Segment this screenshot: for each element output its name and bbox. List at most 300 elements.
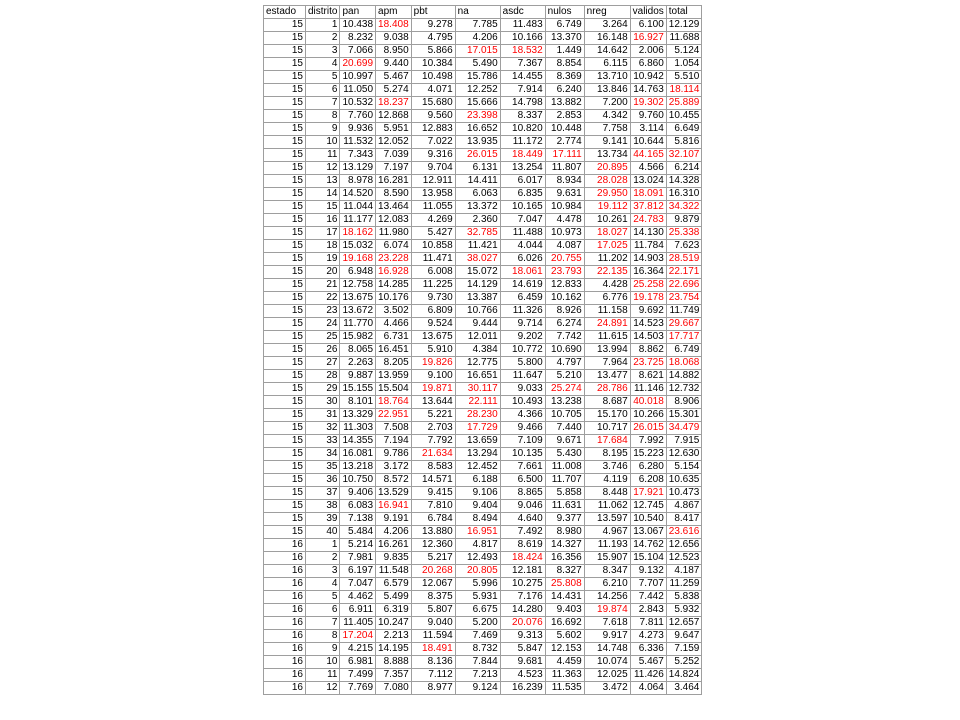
cell-distrito[interactable]: 34 (306, 448, 340, 461)
cell-apm[interactable]: 2.213 (376, 630, 412, 643)
cell-estado[interactable]: 15 (264, 357, 306, 370)
cell-estado[interactable]: 15 (264, 58, 306, 71)
cell-nulos[interactable]: 5.858 (545, 487, 584, 500)
cell-pan[interactable]: 5.214 (340, 539, 376, 552)
cell-na[interactable]: 10.766 (455, 305, 500, 318)
cell-na[interactable]: 8.494 (455, 513, 500, 526)
cell-nreg[interactable]: 28.028 (584, 175, 630, 188)
cell-estado[interactable]: 15 (264, 188, 306, 201)
cell-distrito[interactable]: 35 (306, 461, 340, 474)
cell-apm[interactable]: 3.502 (376, 305, 412, 318)
cell-pan[interactable]: 20.699 (340, 58, 376, 71)
cell-pbt[interactable]: 8.375 (411, 591, 455, 604)
cell-pbt[interactable]: 11.471 (411, 253, 455, 266)
cell-nreg[interactable]: 7.964 (584, 357, 630, 370)
cell-estado[interactable]: 15 (264, 266, 306, 279)
cell-na[interactable]: 4.206 (455, 32, 500, 45)
cell-nreg[interactable]: 14.642 (584, 45, 630, 58)
cell-na[interactable]: 5.996 (455, 578, 500, 591)
cell-total[interactable]: 5.252 (666, 656, 702, 669)
cell-estado[interactable]: 15 (264, 435, 306, 448)
cell-na[interactable]: 16.651 (455, 370, 500, 383)
column-header-estado[interactable]: estado (264, 6, 306, 19)
cell-apm[interactable]: 12.868 (376, 110, 412, 123)
cell-validos[interactable]: 7.992 (630, 435, 666, 448)
cell-apm[interactable]: 12.083 (376, 214, 412, 227)
cell-pbt[interactable]: 19.826 (411, 357, 455, 370)
cell-validos[interactable]: 14.903 (630, 253, 666, 266)
cell-estado[interactable]: 16 (264, 656, 306, 669)
cell-pan[interactable]: 6.981 (340, 656, 376, 669)
cell-total[interactable]: 3.464 (666, 682, 702, 695)
cell-validos[interactable]: 14.523 (630, 318, 666, 331)
cell-distrito[interactable]: 8 (306, 110, 340, 123)
cell-nreg[interactable]: 28.786 (584, 383, 630, 396)
cell-estado[interactable]: 15 (264, 240, 306, 253)
cell-nulos[interactable]: 17.111 (545, 149, 584, 162)
cell-nreg[interactable]: 10.074 (584, 656, 630, 669)
cell-nulos[interactable]: 2.853 (545, 110, 584, 123)
cell-apm[interactable]: 12.052 (376, 136, 412, 149)
cell-validos[interactable]: 26.015 (630, 422, 666, 435)
cell-na[interactable]: 9.124 (455, 682, 500, 695)
cell-distrito[interactable]: 12 (306, 162, 340, 175)
column-header-validos[interactable]: validos (630, 6, 666, 19)
cell-nulos[interactable]: 23.793 (545, 266, 584, 279)
cell-pbt[interactable]: 12.883 (411, 123, 455, 136)
cell-nreg[interactable]: 11.062 (584, 500, 630, 513)
cell-pan[interactable]: 13.329 (340, 409, 376, 422)
cell-apm[interactable]: 22.951 (376, 409, 412, 422)
cell-validos[interactable]: 2.006 (630, 45, 666, 58)
cell-nreg[interactable]: 15.907 (584, 552, 630, 565)
cell-distrito[interactable]: 7 (306, 97, 340, 110)
cell-apm[interactable]: 5.467 (376, 71, 412, 84)
cell-na[interactable]: 12.011 (455, 331, 500, 344)
cell-apm[interactable]: 11.980 (376, 227, 412, 240)
cell-na[interactable]: 14.129 (455, 279, 500, 292)
cell-apm[interactable]: 9.440 (376, 58, 412, 71)
cell-pbt[interactable]: 12.067 (411, 578, 455, 591)
cell-pbt[interactable]: 9.560 (411, 110, 455, 123)
cell-distrito[interactable]: 32 (306, 422, 340, 435)
cell-asdc[interactable]: 11.483 (500, 19, 545, 32)
cell-nreg[interactable]: 8.347 (584, 565, 630, 578)
cell-nreg[interactable]: 19.112 (584, 201, 630, 214)
cell-nulos[interactable]: 16.692 (545, 617, 584, 630)
cell-distrito[interactable]: 12 (306, 682, 340, 695)
cell-pan[interactable]: 11.050 (340, 84, 376, 97)
cell-distrito[interactable]: 6 (306, 84, 340, 97)
cell-pan[interactable]: 13.675 (340, 292, 376, 305)
cell-na[interactable]: 12.775 (455, 357, 500, 370)
cell-nreg[interactable]: 12.025 (584, 669, 630, 682)
cell-validos[interactable]: 8.862 (630, 344, 666, 357)
cell-distrito[interactable]: 3 (306, 45, 340, 58)
cell-pbt[interactable]: 8.583 (411, 461, 455, 474)
cell-apm[interactable]: 8.590 (376, 188, 412, 201)
cell-asdc[interactable]: 9.714 (500, 318, 545, 331)
cell-nulos[interactable]: 10.162 (545, 292, 584, 305)
cell-total[interactable]: 11.749 (666, 305, 702, 318)
cell-apm[interactable]: 10.176 (376, 292, 412, 305)
cell-validos[interactable]: 19.178 (630, 292, 666, 305)
cell-na[interactable]: 13.294 (455, 448, 500, 461)
cell-pbt[interactable]: 10.498 (411, 71, 455, 84)
cell-apm[interactable]: 23.228 (376, 253, 412, 266)
column-header-pbt[interactable]: pbt (411, 6, 455, 19)
cell-distrito[interactable]: 15 (306, 201, 340, 214)
cell-na[interactable]: 13.659 (455, 435, 500, 448)
cell-validos[interactable]: 25.258 (630, 279, 666, 292)
cell-asdc[interactable]: 10.165 (500, 201, 545, 214)
cell-nulos[interactable]: 6.240 (545, 84, 584, 97)
cell-pbt[interactable]: 5.427 (411, 227, 455, 240)
cell-estado[interactable]: 15 (264, 487, 306, 500)
cell-pbt[interactable]: 9.316 (411, 149, 455, 162)
cell-pbt[interactable]: 11.594 (411, 630, 455, 643)
cell-estado[interactable]: 15 (264, 292, 306, 305)
cell-nreg[interactable]: 15.170 (584, 409, 630, 422)
cell-nulos[interactable]: 20.755 (545, 253, 584, 266)
cell-na[interactable]: 22.111 (455, 396, 500, 409)
cell-nreg[interactable]: 11.615 (584, 331, 630, 344)
cell-pbt[interactable]: 18.491 (411, 643, 455, 656)
cell-total[interactable]: 22.696 (666, 279, 702, 292)
cell-validos[interactable]: 14.762 (630, 539, 666, 552)
cell-nreg[interactable]: 14.256 (584, 591, 630, 604)
cell-pbt[interactable]: 13.675 (411, 331, 455, 344)
cell-asdc[interactable]: 5.847 (500, 643, 545, 656)
cell-distrito[interactable]: 27 (306, 357, 340, 370)
cell-estado[interactable]: 15 (264, 409, 306, 422)
cell-apm[interactable]: 7.039 (376, 149, 412, 162)
cell-asdc[interactable]: 10.772 (500, 344, 545, 357)
cell-pbt[interactable]: 13.958 (411, 188, 455, 201)
cell-nreg[interactable]: 13.734 (584, 149, 630, 162)
cell-nreg[interactable]: 13.597 (584, 513, 630, 526)
cell-nreg[interactable]: 6.776 (584, 292, 630, 305)
cell-nreg[interactable]: 10.717 (584, 422, 630, 435)
cell-apm[interactable]: 18.764 (376, 396, 412, 409)
cell-nulos[interactable]: 8.369 (545, 71, 584, 84)
cell-total[interactable]: 14.882 (666, 370, 702, 383)
cell-total[interactable]: 7.623 (666, 240, 702, 253)
cell-pbt[interactable]: 5.866 (411, 45, 455, 58)
cell-distrito[interactable]: 28 (306, 370, 340, 383)
cell-apm[interactable]: 9.191 (376, 513, 412, 526)
cell-nreg[interactable]: 18.027 (584, 227, 630, 240)
cell-estado[interactable]: 15 (264, 422, 306, 435)
cell-nulos[interactable]: 11.631 (545, 500, 584, 513)
cell-pan[interactable]: 13.672 (340, 305, 376, 318)
cell-validos[interactable]: 6.100 (630, 19, 666, 32)
cell-distrito[interactable]: 13 (306, 175, 340, 188)
cell-asdc[interactable]: 11.326 (500, 305, 545, 318)
cell-asdc[interactable]: 4.044 (500, 240, 545, 253)
cell-pan[interactable]: 15.982 (340, 331, 376, 344)
cell-total[interactable]: 28.519 (666, 253, 702, 266)
cell-total[interactable]: 12.657 (666, 617, 702, 630)
cell-total[interactable]: 4.867 (666, 500, 702, 513)
cell-distrito[interactable]: 14 (306, 188, 340, 201)
cell-nulos[interactable]: 13.238 (545, 396, 584, 409)
cell-validos[interactable]: 4.273 (630, 630, 666, 643)
cell-na[interactable]: 14.411 (455, 175, 500, 188)
cell-nreg[interactable]: 3.264 (584, 19, 630, 32)
cell-estado[interactable]: 16 (264, 591, 306, 604)
cell-distrito[interactable]: 30 (306, 396, 340, 409)
cell-apm[interactable]: 9.835 (376, 552, 412, 565)
column-header-distrito[interactable]: distrito (306, 6, 340, 19)
cell-pan[interactable]: 9.887 (340, 370, 376, 383)
cell-estado[interactable]: 16 (264, 682, 306, 695)
cell-distrito[interactable]: 9 (306, 643, 340, 656)
cell-pbt[interactable]: 5.217 (411, 552, 455, 565)
cell-pbt[interactable]: 10.858 (411, 240, 455, 253)
cell-validos[interactable]: 7.811 (630, 617, 666, 630)
cell-pan[interactable]: 11.770 (340, 318, 376, 331)
cell-total[interactable]: 6.749 (666, 344, 702, 357)
cell-validos[interactable]: 3.114 (630, 123, 666, 136)
cell-nulos[interactable]: 11.707 (545, 474, 584, 487)
cell-pan[interactable]: 16.081 (340, 448, 376, 461)
cell-apm[interactable]: 13.959 (376, 370, 412, 383)
cell-asdc[interactable]: 9.681 (500, 656, 545, 669)
cell-distrito[interactable]: 29 (306, 383, 340, 396)
cell-total[interactable]: 6.649 (666, 123, 702, 136)
cell-apm[interactable]: 6.579 (376, 578, 412, 591)
cell-pan[interactable]: 8.101 (340, 396, 376, 409)
cell-nulos[interactable]: 13.370 (545, 32, 584, 45)
cell-total[interactable]: 14.328 (666, 175, 702, 188)
column-header-pan[interactable]: pan (340, 6, 376, 19)
cell-estado[interactable]: 15 (264, 136, 306, 149)
cell-total[interactable]: 9.647 (666, 630, 702, 643)
cell-pan[interactable]: 11.177 (340, 214, 376, 227)
cell-validos[interactable]: 4.064 (630, 682, 666, 695)
cell-na[interactable]: 4.817 (455, 539, 500, 552)
cell-total[interactable]: 14.824 (666, 669, 702, 682)
cell-asdc[interactable]: 14.798 (500, 97, 545, 110)
cell-pbt[interactable]: 6.008 (411, 266, 455, 279)
cell-pan[interactable]: 7.047 (340, 578, 376, 591)
cell-na[interactable]: 5.200 (455, 617, 500, 630)
cell-nulos[interactable]: 9.631 (545, 188, 584, 201)
cell-asdc[interactable]: 12.181 (500, 565, 545, 578)
cell-pan[interactable]: 10.997 (340, 71, 376, 84)
cell-distrito[interactable]: 11 (306, 149, 340, 162)
cell-nreg[interactable]: 11.158 (584, 305, 630, 318)
cell-asdc[interactable]: 8.619 (500, 539, 545, 552)
cell-estado[interactable]: 15 (264, 344, 306, 357)
cell-distrito[interactable]: 7 (306, 617, 340, 630)
cell-apm[interactable]: 6.074 (376, 240, 412, 253)
cell-asdc[interactable]: 7.109 (500, 435, 545, 448)
cell-pbt[interactable]: 11.055 (411, 201, 455, 214)
cell-estado[interactable]: 15 (264, 175, 306, 188)
cell-estado[interactable]: 15 (264, 19, 306, 32)
cell-pbt[interactable]: 6.784 (411, 513, 455, 526)
cell-na[interactable]: 9.444 (455, 318, 500, 331)
cell-total[interactable]: 10.455 (666, 110, 702, 123)
cell-nulos[interactable]: 8.854 (545, 58, 584, 71)
cell-na[interactable]: 12.252 (455, 84, 500, 97)
cell-total[interactable]: 12.523 (666, 552, 702, 565)
cell-apm[interactable]: 7.197 (376, 162, 412, 175)
cell-na[interactable]: 16.652 (455, 123, 500, 136)
cell-nreg[interactable]: 24.891 (584, 318, 630, 331)
cell-nulos[interactable]: 6.274 (545, 318, 584, 331)
cell-validos[interactable]: 18.091 (630, 188, 666, 201)
cell-na[interactable]: 5.931 (455, 591, 500, 604)
cell-pan[interactable]: 18.162 (340, 227, 376, 240)
cell-distrito[interactable]: 38 (306, 500, 340, 513)
cell-apm[interactable]: 4.206 (376, 526, 412, 539)
cell-pbt[interactable]: 7.810 (411, 500, 455, 513)
cell-na[interactable]: 7.844 (455, 656, 500, 669)
column-header-total[interactable]: total (666, 6, 702, 19)
cell-nulos[interactable]: 11.363 (545, 669, 584, 682)
cell-estado[interactable]: 16 (264, 630, 306, 643)
cell-nulos[interactable]: 8.934 (545, 175, 584, 188)
cell-nulos[interactable]: 13.882 (545, 97, 584, 110)
cell-apm[interactable]: 6.319 (376, 604, 412, 617)
cell-estado[interactable]: 15 (264, 45, 306, 58)
cell-distrito[interactable]: 22 (306, 292, 340, 305)
cell-pan[interactable]: 14.520 (340, 188, 376, 201)
cell-total[interactable]: 25.889 (666, 97, 702, 110)
cell-total[interactable]: 7.159 (666, 643, 702, 656)
cell-validos[interactable]: 6.280 (630, 461, 666, 474)
cell-total[interactable]: 4.187 (666, 565, 702, 578)
cell-apm[interactable]: 13.529 (376, 487, 412, 500)
cell-pbt[interactable]: 4.071 (411, 84, 455, 97)
cell-total[interactable]: 15.301 (666, 409, 702, 422)
cell-total[interactable]: 32.107 (666, 149, 702, 162)
cell-pan[interactable]: 10.750 (340, 474, 376, 487)
cell-asdc[interactable]: 4.523 (500, 669, 545, 682)
cell-estado[interactable]: 16 (264, 552, 306, 565)
cell-distrito[interactable]: 16 (306, 214, 340, 227)
cell-pan[interactable]: 6.911 (340, 604, 376, 617)
cell-estado[interactable]: 15 (264, 305, 306, 318)
cell-apm[interactable]: 16.281 (376, 175, 412, 188)
cell-estado[interactable]: 15 (264, 331, 306, 344)
cell-asdc[interactable]: 7.047 (500, 214, 545, 227)
cell-validos[interactable]: 15.104 (630, 552, 666, 565)
cell-nreg[interactable]: 7.200 (584, 97, 630, 110)
cell-apm[interactable]: 10.247 (376, 617, 412, 630)
cell-asdc[interactable]: 14.280 (500, 604, 545, 617)
cell-asdc[interactable]: 4.640 (500, 513, 545, 526)
cell-nreg[interactable]: 4.119 (584, 474, 630, 487)
cell-asdc[interactable]: 8.865 (500, 487, 545, 500)
cell-na[interactable]: 7.785 (455, 19, 500, 32)
cell-nulos[interactable]: 7.742 (545, 331, 584, 344)
cell-pbt[interactable]: 9.704 (411, 162, 455, 175)
cell-nulos[interactable]: 14.327 (545, 539, 584, 552)
cell-nreg[interactable]: 4.967 (584, 526, 630, 539)
cell-estado[interactable]: 16 (264, 669, 306, 682)
cell-total[interactable]: 12.129 (666, 19, 702, 32)
cell-apm[interactable]: 16.261 (376, 539, 412, 552)
cell-estado[interactable]: 16 (264, 643, 306, 656)
cell-nulos[interactable]: 12.153 (545, 643, 584, 656)
cell-na[interactable]: 20.805 (455, 565, 500, 578)
cell-estado[interactable]: 16 (264, 617, 306, 630)
cell-pan[interactable]: 2.263 (340, 357, 376, 370)
cell-total[interactable]: 18.114 (666, 84, 702, 97)
cell-na[interactable]: 11.421 (455, 240, 500, 253)
cell-pbt[interactable]: 6.809 (411, 305, 455, 318)
cell-nulos[interactable]: 8.980 (545, 526, 584, 539)
cell-apm[interactable]: 15.504 (376, 383, 412, 396)
cell-distrito[interactable]: 2 (306, 32, 340, 45)
cell-nreg[interactable]: 22.135 (584, 266, 630, 279)
cell-total[interactable]: 5.932 (666, 604, 702, 617)
cell-validos[interactable]: 7.442 (630, 591, 666, 604)
cell-asdc[interactable]: 4.366 (500, 409, 545, 422)
cell-nreg[interactable]: 16.148 (584, 32, 630, 45)
cell-apm[interactable]: 7.508 (376, 422, 412, 435)
cell-nulos[interactable]: 4.087 (545, 240, 584, 253)
cell-apm[interactable]: 8.950 (376, 45, 412, 58)
cell-validos[interactable]: 11.146 (630, 383, 666, 396)
cell-nulos[interactable]: 8.926 (545, 305, 584, 318)
cell-asdc[interactable]: 14.619 (500, 279, 545, 292)
cell-validos[interactable]: 15.223 (630, 448, 666, 461)
cell-na[interactable]: 32.785 (455, 227, 500, 240)
cell-distrito[interactable]: 20 (306, 266, 340, 279)
cell-nulos[interactable]: 10.973 (545, 227, 584, 240)
cell-pan[interactable]: 11.303 (340, 422, 376, 435)
cell-distrito[interactable]: 9 (306, 123, 340, 136)
cell-asdc[interactable]: 9.033 (500, 383, 545, 396)
cell-asdc[interactable]: 9.466 (500, 422, 545, 435)
cell-estado[interactable]: 15 (264, 227, 306, 240)
cell-total[interactable]: 8.417 (666, 513, 702, 526)
cell-asdc[interactable]: 6.017 (500, 175, 545, 188)
cell-total[interactable]: 29.667 (666, 318, 702, 331)
cell-pan[interactable]: 6.197 (340, 565, 376, 578)
cell-asdc[interactable]: 5.800 (500, 357, 545, 370)
cell-total[interactable]: 8.906 (666, 396, 702, 409)
cell-validos[interactable]: 19.302 (630, 97, 666, 110)
cell-apm[interactable]: 9.786 (376, 448, 412, 461)
column-header-asdc[interactable]: asdc (500, 6, 545, 19)
cell-distrito[interactable]: 26 (306, 344, 340, 357)
cell-pbt[interactable]: 7.792 (411, 435, 455, 448)
cell-total[interactable]: 6.214 (666, 162, 702, 175)
cell-distrito[interactable]: 8 (306, 630, 340, 643)
cell-pan[interactable]: 12.758 (340, 279, 376, 292)
cell-asdc[interactable]: 6.500 (500, 474, 545, 487)
cell-nulos[interactable]: 6.749 (545, 19, 584, 32)
cell-asdc[interactable]: 18.424 (500, 552, 545, 565)
cell-total[interactable]: 34.479 (666, 422, 702, 435)
cell-apm[interactable]: 14.285 (376, 279, 412, 292)
cell-pbt[interactable]: 7.112 (411, 669, 455, 682)
cell-total[interactable]: 23.616 (666, 526, 702, 539)
cell-pan[interactable]: 6.948 (340, 266, 376, 279)
cell-asdc[interactable]: 10.820 (500, 123, 545, 136)
cell-pbt[interactable]: 7.022 (411, 136, 455, 149)
cell-asdc[interactable]: 18.061 (500, 266, 545, 279)
cell-estado[interactable]: 15 (264, 123, 306, 136)
cell-validos[interactable]: 16.364 (630, 266, 666, 279)
cell-nulos[interactable]: 12.833 (545, 279, 584, 292)
